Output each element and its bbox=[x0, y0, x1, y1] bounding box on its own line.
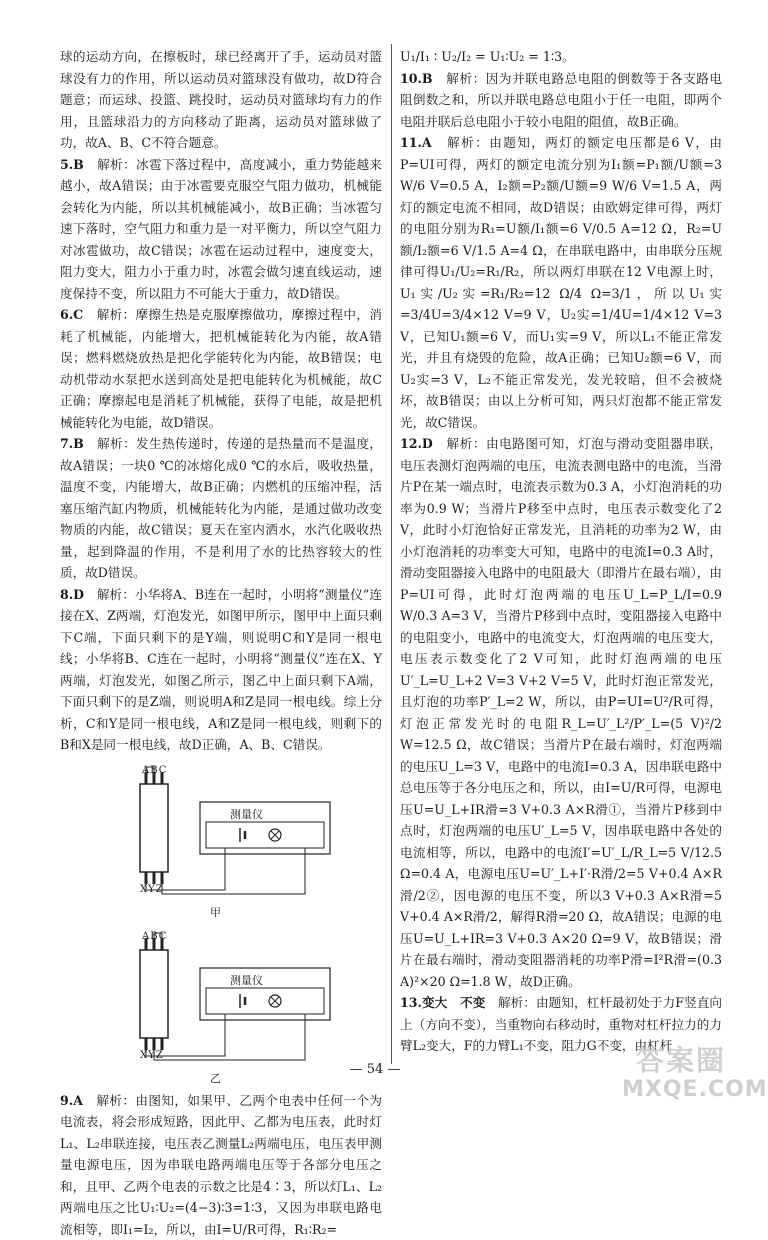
watermark-logo bbox=[622, 1044, 740, 1108]
question-8 bbox=[60, 584, 382, 756]
question-number: 6. bbox=[60, 307, 73, 322]
question-9 bbox=[60, 1090, 382, 1240]
left-column bbox=[60, 46, 382, 1240]
circuit-diagram-jia bbox=[60, 762, 382, 922]
question-number: 5. bbox=[60, 157, 73, 172]
question-10 bbox=[400, 68, 722, 133]
question-7 bbox=[60, 433, 382, 584]
question-number: 13. bbox=[400, 995, 422, 1010]
answer-choice: A bbox=[422, 135, 432, 150]
diagram-caption: 甲 bbox=[210, 902, 221, 924]
terminal-labels-top: ABC bbox=[142, 926, 167, 948]
question-6 bbox=[60, 304, 382, 433]
question-number: 12. bbox=[400, 436, 422, 451]
answer-choice: D bbox=[73, 587, 84, 602]
question-number: 11. bbox=[400, 135, 422, 150]
answer-choice: D bbox=[422, 436, 433, 451]
watermark-url: MXQE.COM bbox=[622, 1078, 740, 1102]
explanation-text: 解析：发生热传递时，传递的是热量而不是温度，故A错误；一块0 ℃的冰熔化成0 ℃的水后，吸收热量，温度不变，内能增大，故B正确；内燃机的压缩冲程，活塞压缩汽缸内物质，机械能转化为内能，是通过做功改变物质的内能，故C错误；夏天在室内洒水，水汽化吸收热量，起到降温的作用，不是利用了水的比热容较大的性质，故D错误。 bbox=[60, 436, 382, 580]
answer-choice: C bbox=[73, 307, 83, 322]
explanation-text: 解析：由题知，两灯的额定电压都是6 V，由P=UI可得，两灯的额定电流分别为I₁额=P₁额/U额=3 W/6 V=0.5 A，I₂额=P₂额/U额=9 W/6 V=1.5 A，两灯的额定电流不相同，故D错误；由欧姆定律可得，两灯的电阻分别为R₁=U额/I₁额=6 V/0.5 A=12 Ω，R₂=U额/I₂额=6 V/1.5 A=4 Ω，在串联电路中，由串联分压规律可得U₁/U₂=R₁/R₂，所以两灯串联在12 V电源上时，U₁实/U₂实=R₁/R₂=12 Ω/4 Ω=3/1，所以U₁实=3/4U=3/4×12 V=9 V，U₂实=1/4U=1/4×12 V=3 V，已知U₁额=6 V，而U₁实=9 V，所以L₁不能正常发光，并且有烧毁的危险，故A正确；已知U₂额=6 V，而U₂实=3 V，L₂不能正常发光，发光较暗，但不会被烧坏，故B错误；由以上分析可知，两只灯泡都不能正常发光，故C错误。 bbox=[400, 135, 722, 430]
meter-label: 测量仪 bbox=[230, 804, 263, 826]
continuation-formula: U₁/I₁ ∶ U₂/I₂ = U₁∶U₂ = 1∶3。 bbox=[400, 46, 722, 68]
explanation-text: 解析：由电路图可知，灯泡与滑动变阻器串联，电压表测灯泡两端的电压，电流表测电路中的电流，当滑片P在某一端点时，电流表示数为0.3 A，小灯泡消耗的功率为0.9 W；当滑片P移至中点时，电压表示数变化了2 V，此时小灯泡恰好正常发光，且消耗的功率为2 W，由小灯泡消耗的功率变大可知，电路中的电流I=0.3 A时，滑动变阻器接入电路中的电阻最大（即滑片在最右端），由P=UI可得，此时灯泡两端的电压U_L=P_L/I=0.9 W/0.3 A=3 V，当滑片P移到中点时，变阻器接入电路中的电阻变小，电路中的电流变大，灯泡两端的电压变大，电压表示数变化了2 V可知，此时灯泡两端的电压U′_L=U_L+2 V=3 V+2 V=5 V，此时灯泡正常发光，且灯泡的功率P′_L=2 W，所以，由P=UI=U²/R可得，灯泡正常发光时的电阻R_L=U′_L²/P′_L=(5 V)²/2 W=12.5 Ω，故C错误；当滑片P在最右端时，灯泡两端的电压U_L=3 V，电路中的电流I=0.3 A，因串联电路中总电压等于各分电压之和，所以，由I=U/R可得，电源电压U=U_L+IR滑=3 V+0.3 A×R滑①，当滑片P移到中点时，灯泡两端的电压U′_L=5 V，因串联电路中各处的电流相等，所以，电路中的电流I′=U′_L/R_L=5 V/12.5 Ω=0.4 A，电源电压U=U′_L+I′·R滑/2=5 V+0.4 A×R滑/2②，因电源的电压不变，所以3 V+0.3 A×R滑=5 V+0.4 A×R滑/2，解得R滑=20 Ω，故A错误；电源的电压U=U_L+IR=3 V+0.3 A×20 Ω=9 V，故B错误；滑片在最右端时，滑动变阻器消耗的功率P滑=I²R滑=(0.3 A)²×20 Ω=1.8 W，故D正确。 bbox=[400, 436, 722, 989]
answer-choice: A bbox=[73, 1093, 83, 1108]
question-number: 9. bbox=[60, 1093, 73, 1108]
question-12 bbox=[400, 433, 722, 992]
terminal-labels-bottom: XYZ bbox=[140, 1045, 164, 1067]
explanation-text: 解析：因为并联电路总电阻的倒数等于各支路电阻倒数之和，所以并联电路总电阻小于任一电阻，即两个电阻并联后总电阻小于较小电阻的阻值，故B正确。 bbox=[400, 71, 722, 129]
meter-label: 测量仪 bbox=[230, 970, 263, 992]
watermark-text: 答案圈 bbox=[622, 1044, 740, 1078]
question-number: 8. bbox=[60, 587, 73, 602]
terminal-labels-bottom: XYZ bbox=[140, 879, 164, 901]
answer-choice: 变大 不变 bbox=[422, 995, 485, 1010]
question-5 bbox=[60, 154, 382, 305]
question-number: 10. bbox=[400, 71, 422, 86]
diagram-caption: 乙 bbox=[210, 1068, 221, 1090]
column-divider bbox=[391, 44, 392, 1064]
terminal-labels-top: ABC bbox=[142, 760, 167, 782]
answer-choice: B bbox=[422, 71, 433, 86]
question-11 bbox=[400, 132, 722, 433]
answer-choice: B bbox=[73, 157, 84, 172]
right-column bbox=[400, 46, 722, 1057]
explanation-text: 解析：小华将A、B连在一起时，小明将“测量仪”连接在X、Z两端，灯泡发光，如图甲所示，图甲中上面只剩下C端，下面只剩下的是Y端，则说明C和Y是同一根电线；小华将B、C连在一起时，小明将“测量仪”连在X、Y两端，灯泡发光，如图乙所示，图乙中上面只剩下A端，下面只剩下的是Z端，则说明A和Z是同一根电线。综上分析，C和Y是同一根电线，A和Z是同一根电线，则剩下的B和X是同一根电线，故D正确，A、B、C错误。 bbox=[60, 587, 382, 753]
explanation-text: 解析：摩擦生热是克服摩擦做功，摩擦过程中，消耗了机械能，内能增大，把机械能转化为内能，故A错误；燃料燃烧放热是把化学能转化为内能，故B错误；电动机带动水泵把水送到高处是把电能转化为机械能，故C正确；摩擦起电是消耗了机械能，获得了电能，故是把机械能转化为电能，故D错误。 bbox=[60, 307, 382, 430]
paragraph-intro: 球的运动方向，在擦板时，球已经离开了手，运动员对篮球没有力的作用，所以运动员对篮球没有做功，故D符合题意；而运球、投篮、跳投时，运动员对篮球均有力的作用，且篮球沿力的方向移动了距离，运动员对篮球做了功，故A、B、C不符合题意。 bbox=[60, 46, 382, 154]
explanation-text: 解析：由题知，杠杆最初处于力F竖直向上（方向不变），当重物向右移动时，重物对杠杆拉力的力臂L₂变大，F的力臂L₁不变，阻力G不变，由杠杆 bbox=[400, 995, 722, 1053]
question-number: 7. bbox=[60, 436, 73, 451]
explanation-text: 解析：冰雹下落过程中，高度减小，重力势能越来越小，故A错误；由于冰雹要克服空气阻力做功，机械能会转化为内能，所以其机械能减小，故B正确；当冰雹匀速下落时，空气阻力和重力是一对平衡力，所以空气阻力对冰雹做功，故C错误；冰雹在运动过程中，速度变大，阻力变大，阻力小于重力时，冰雹会做匀速直线运动，速度保持不变，所以阻力不可能大于重力，故D错误。 bbox=[60, 157, 382, 301]
explanation-text: 解析：由图知，如果甲、乙两个电表中任何一个为电流表，将会形成短路，因此甲、乙都为电压表，此时灯L₁、L₂串联连接，电压表乙测量L₂两端电压，电压表甲测量电源电压，因为串联电路两端电压等于各部分电压之和，且甲、乙两个电表的示数之比是4∶3，所以灯L₁、L₂两端电压之比U₁∶U₂=(4−3)∶3=1∶3，又因为串联电路电流相等，即I₁=I₂，所以，由I=U/R可得，R₁∶R₂= bbox=[60, 1093, 382, 1237]
answer-choice: B bbox=[73, 436, 84, 451]
page-number: — 54 — bbox=[0, 1062, 750, 1077]
